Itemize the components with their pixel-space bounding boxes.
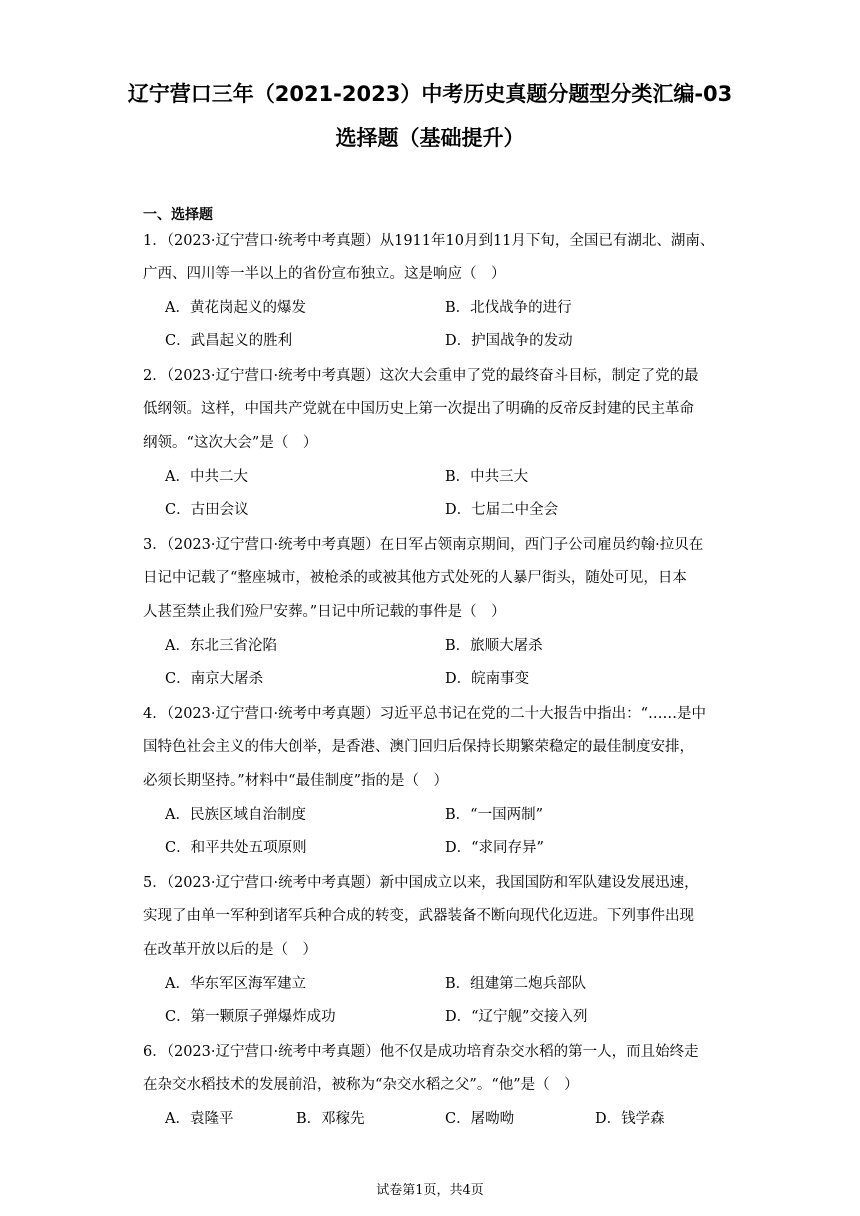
document-title-line-1: 辽宁营口三年（2021-2023）中考历史真题分题型分类汇编-03 <box>127 82 733 106</box>
question-4-option-a: A．民族区域自治制度 <box>165 807 306 823</box>
question-5-option-a: A．华东军区海军建立 <box>165 976 306 992</box>
question-1-option-a: A．黄花岗起义的爆发 <box>165 300 306 316</box>
document-title-line-2: 选择题（基础提升） <box>335 126 525 150</box>
question-2-line-2: 低纲领。这样，中国共产党就在中国历史上第一次提出了明确的反帝反封建的民主革命 <box>143 401 694 417</box>
question-2-line-1: 2．（2023·辽宁营口·统考中考真题）这次大会重申了党的最终奋斗目标，制定了党的最 <box>143 368 699 384</box>
page-footer: 试卷第1页，共4页 <box>376 1183 484 1198</box>
question-3-line-2: 日记中记载了“整座城市，被枪杀的或被其他方式处死的人暴尸街头，随处可见，日本 <box>143 570 687 586</box>
question-4-line-2: 国特色社会主义的伟大创举，是香港、澳门回归后保持长期繁荣稳定的最佳制度安排， <box>143 739 694 755</box>
question-5-line-1: 5．（2023·辽宁营口·统考中考真题）新中国成立以来，我国国防和军队建设发展迅速， <box>143 875 699 891</box>
question-1-option-b: B．北伐战争的进行 <box>445 300 572 316</box>
question-5-option-d: D．“辽宁舰”交接入列 <box>445 1009 588 1025</box>
question-2-line-3: 纲领。“这次大会”是（ ） <box>143 435 318 451</box>
question-1-option-c: C．武昌起义的胜利 <box>165 333 293 349</box>
question-3-option-b: B．旅顺大屠杀 <box>445 638 543 654</box>
question-4-option-b: B．“一国两制” <box>445 807 543 823</box>
question-4-line-3: 必须长期坚持。”材料中“最佳制度”指的是（ ） <box>143 773 448 789</box>
question-6-line-2: 在杂交水稻技术的发展前沿，被称为“杂交水稻之父”。“他”是（ ） <box>143 1077 579 1093</box>
question-5-line-2: 实现了由单一军种到诸军兵种合成的转变，武器装备不断向现代化迈进。下列事件出现 <box>143 908 694 924</box>
question-1-option-d: D．护国战争的发动 <box>445 333 573 349</box>
question-1-line-2: 广西、四川等一半以上的省份宣布独立。这是响应（ ） <box>143 266 506 282</box>
question-3-option-a: A．东北三省沦陷 <box>165 638 277 654</box>
question-6-option-b: B．邓稼先 <box>296 1111 365 1127</box>
question-2-option-a: A．中共二大 <box>165 469 248 485</box>
question-3-option-d: D．皖南事变 <box>445 671 530 687</box>
section-heading: 一、选择题 <box>143 207 213 223</box>
question-5-line-3: 在改革开放以后的是（ ） <box>143 942 317 958</box>
question-6-option-d: D．钱学森 <box>595 1111 665 1127</box>
question-5-option-c: C．第一颗原子弹爆炸成功 <box>165 1009 336 1025</box>
question-1-line-1: 1．（2023·辽宁营口·统考中考真题）从1911年10月到11月下旬，全国已有湖北、湖南、 <box>143 233 715 249</box>
question-4-option-c: C．和平共处五项原则 <box>165 840 307 856</box>
question-2-option-b: B．中共三大 <box>445 469 529 485</box>
question-6-option-c: C．屠呦呦 <box>445 1111 515 1127</box>
question-4-line-1: 4．（2023·辽宁营口·统考中考真题）习近平总书记在党的二十大报告中指出：“……是中 <box>143 706 707 722</box>
question-3-line-1: 3．（2023·辽宁营口·统考中考真题）在日军占领南京期间，西门子公司雇员约翰·拉贝在 <box>143 537 704 553</box>
question-3-line-3: 人甚至禁止我们殓尸安葬。”日记中所记载的事件是（ ） <box>143 604 506 620</box>
question-4-option-d: D．“求同存异” <box>445 840 544 856</box>
question-3-option-c: C．南京大屠杀 <box>165 671 264 687</box>
question-5-option-b: B．组建第二炮兵部队 <box>445 976 587 992</box>
question-2-option-d: D．七届二中全会 <box>445 502 559 518</box>
question-6-option-a: A．袁隆平 <box>165 1111 234 1127</box>
question-2-option-c: C．古田会议 <box>165 502 249 518</box>
question-6-line-1: 6．（2023·辽宁营口·统考中考真题）他不仅是成功培育杂交水稻的第一人，而且始终走 <box>143 1044 699 1060</box>
